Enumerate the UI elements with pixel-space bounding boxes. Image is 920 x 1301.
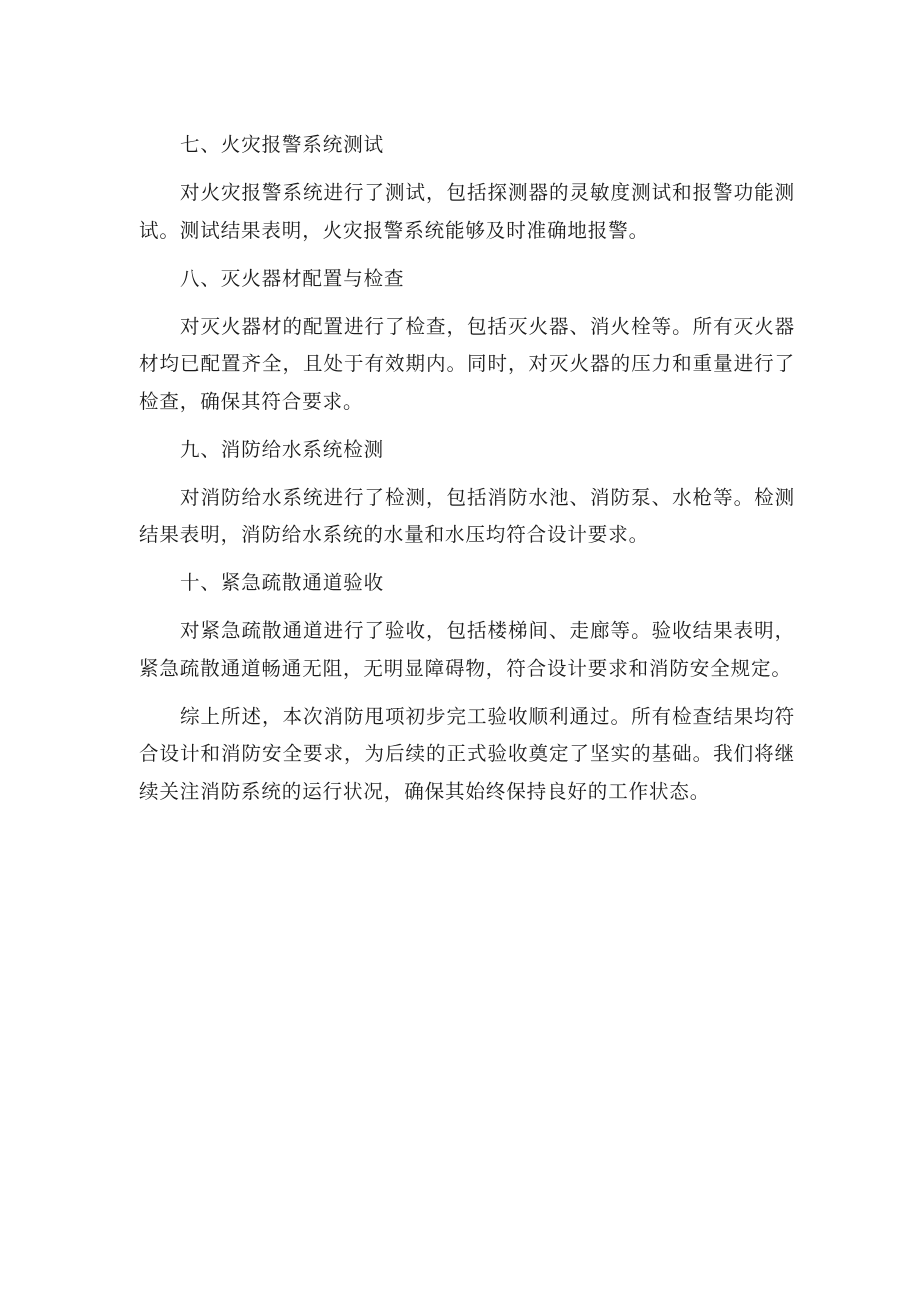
section-heading-8: 八、灭火器材配置与检查 (180, 266, 405, 290)
section-heading-7: 七、火灾报警系统测试 (180, 133, 385, 156)
section-body-8: 对灭火器材的配置进行了检查，包括灭火器、消火栓等。所有灭火器材均已配置齐全，且处于有效期内。同时，对灭火器的压力和重量进行了检查，确保其符合要求。 (139, 314, 795, 413)
section-heading-9: 九、消防给水系统检测 (180, 437, 385, 461)
section-body-7: 对火灾报警系统进行了测试，包括探测器的灵敏度测试和报警功能测试。测试结果表明，火灾报警系统能够及时准确地报警。 (139, 181, 795, 242)
section-body-9: 对消防给水系统进行了检测，包括消防水池、消防泵、水枪等。检测结果表明，消防给水系统的水量和水压均符合设计要求。 (139, 485, 795, 546)
document-body (139, 126, 795, 821)
section-heading-10: 十、紧急疏散通道验收 (180, 571, 385, 594)
section-body-10: 对紧急疏散通道进行了验收，包括楼梯间、走廊等。验收结果表明，紧急疏散通道畅通无阻，无明显障碍物，符合设计要求和消防安全规定。 (139, 619, 795, 680)
conclusion-paragraph: 综上所述，本次消防甩项初步完工验收顺利通过。所有检查结果均符合设计和消防安全要求，为后续的正式验收奠定了坚实的基础。我们将继续关注消防系统的运行状况，确保其始终保持良好的工作状态。 (139, 704, 795, 803)
